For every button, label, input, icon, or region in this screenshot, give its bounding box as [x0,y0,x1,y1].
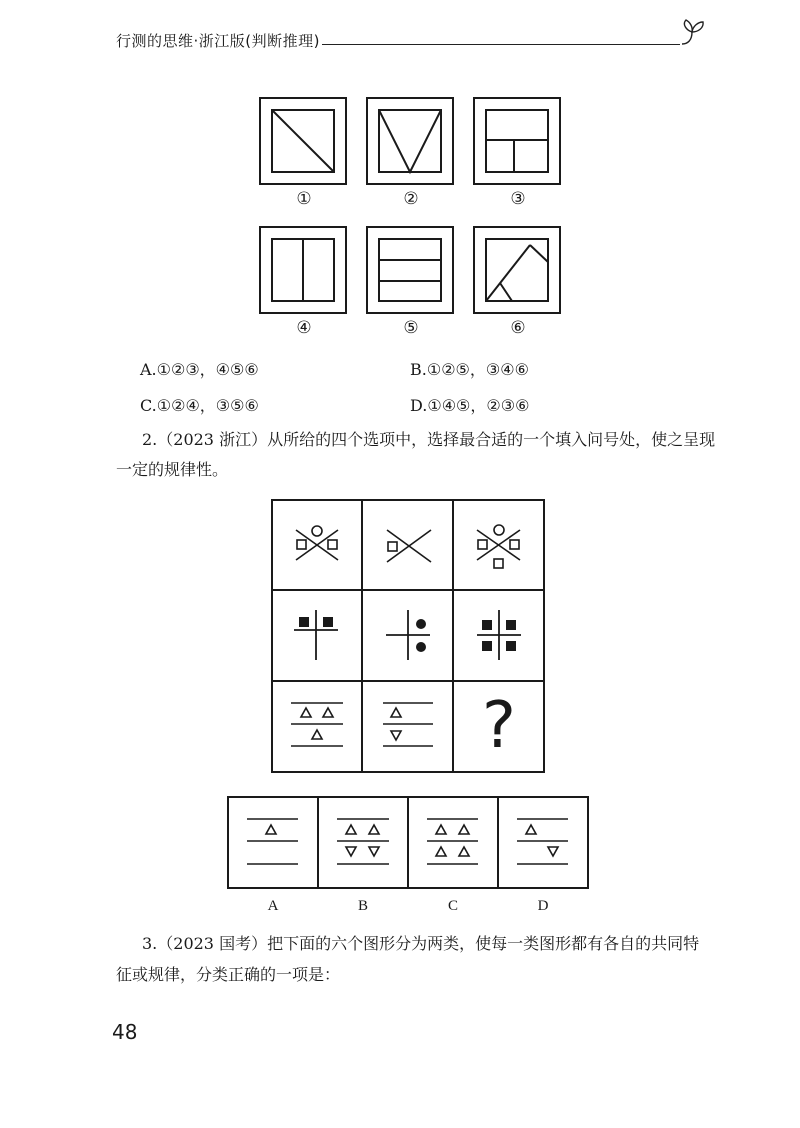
q1-option-d-text: ①④⑤，②③⑥ [427,396,530,415]
q1-figure-label-2: ② [403,189,419,209]
q3-stem-line-2: 征或规律，分类正确的一项是： [116,965,341,984]
q2-option-label-b[interactable]: B [357,898,368,914]
q1-figure-label-4: ④ [296,318,312,338]
q2-option-b-figure[interactable] [337,819,389,864]
q2-option-label-c[interactable]: C [447,898,458,914]
q1-option-c-text: ①②④，③⑤⑥ [156,396,259,415]
q1-figure-label-3: ③ [510,189,526,209]
q2-option-label-d[interactable]: D [537,898,549,914]
q1-option-d-letter: D. [410,396,428,415]
q1-option-b-letter: B. [410,360,427,379]
q1-figure-label-5: ⑤ [403,318,419,338]
q1-option-a-text: ①②③，④⑤⑥ [156,360,259,379]
q2-option-a-figure[interactable] [247,819,298,864]
q1-figure-label-6: ⑥ [510,318,526,338]
page-number: 48 [112,1020,138,1044]
q2-option-label-a[interactable]: A [267,898,279,914]
q2-stem-line-2: 一定的规律性。 [116,460,229,479]
q2-option-d-figure[interactable] [517,819,568,864]
q1-option-a-letter: A. [140,360,157,379]
q1-option-c-letter: C. [140,396,157,415]
running-header-title: 行测的思维·浙江版(判断推理) [116,32,320,50]
q3-stem-line-1: 3.（2023 国考）把下面的六个图形分为两类，使每一类图形都有各自的共同特 [142,934,700,953]
q1-option-b-text: ①②⑤，③④⑥ [426,360,529,379]
q1-figure-label-1: ① [296,189,312,209]
q2-question-mark: ? [482,689,516,763]
q2-stem-line-1: 2.（2023 浙江）从所给的四个选项中，选择最合适的一个填入问号处，使之呈现 [142,430,716,449]
q2-option-c-figure[interactable] [427,819,478,864]
